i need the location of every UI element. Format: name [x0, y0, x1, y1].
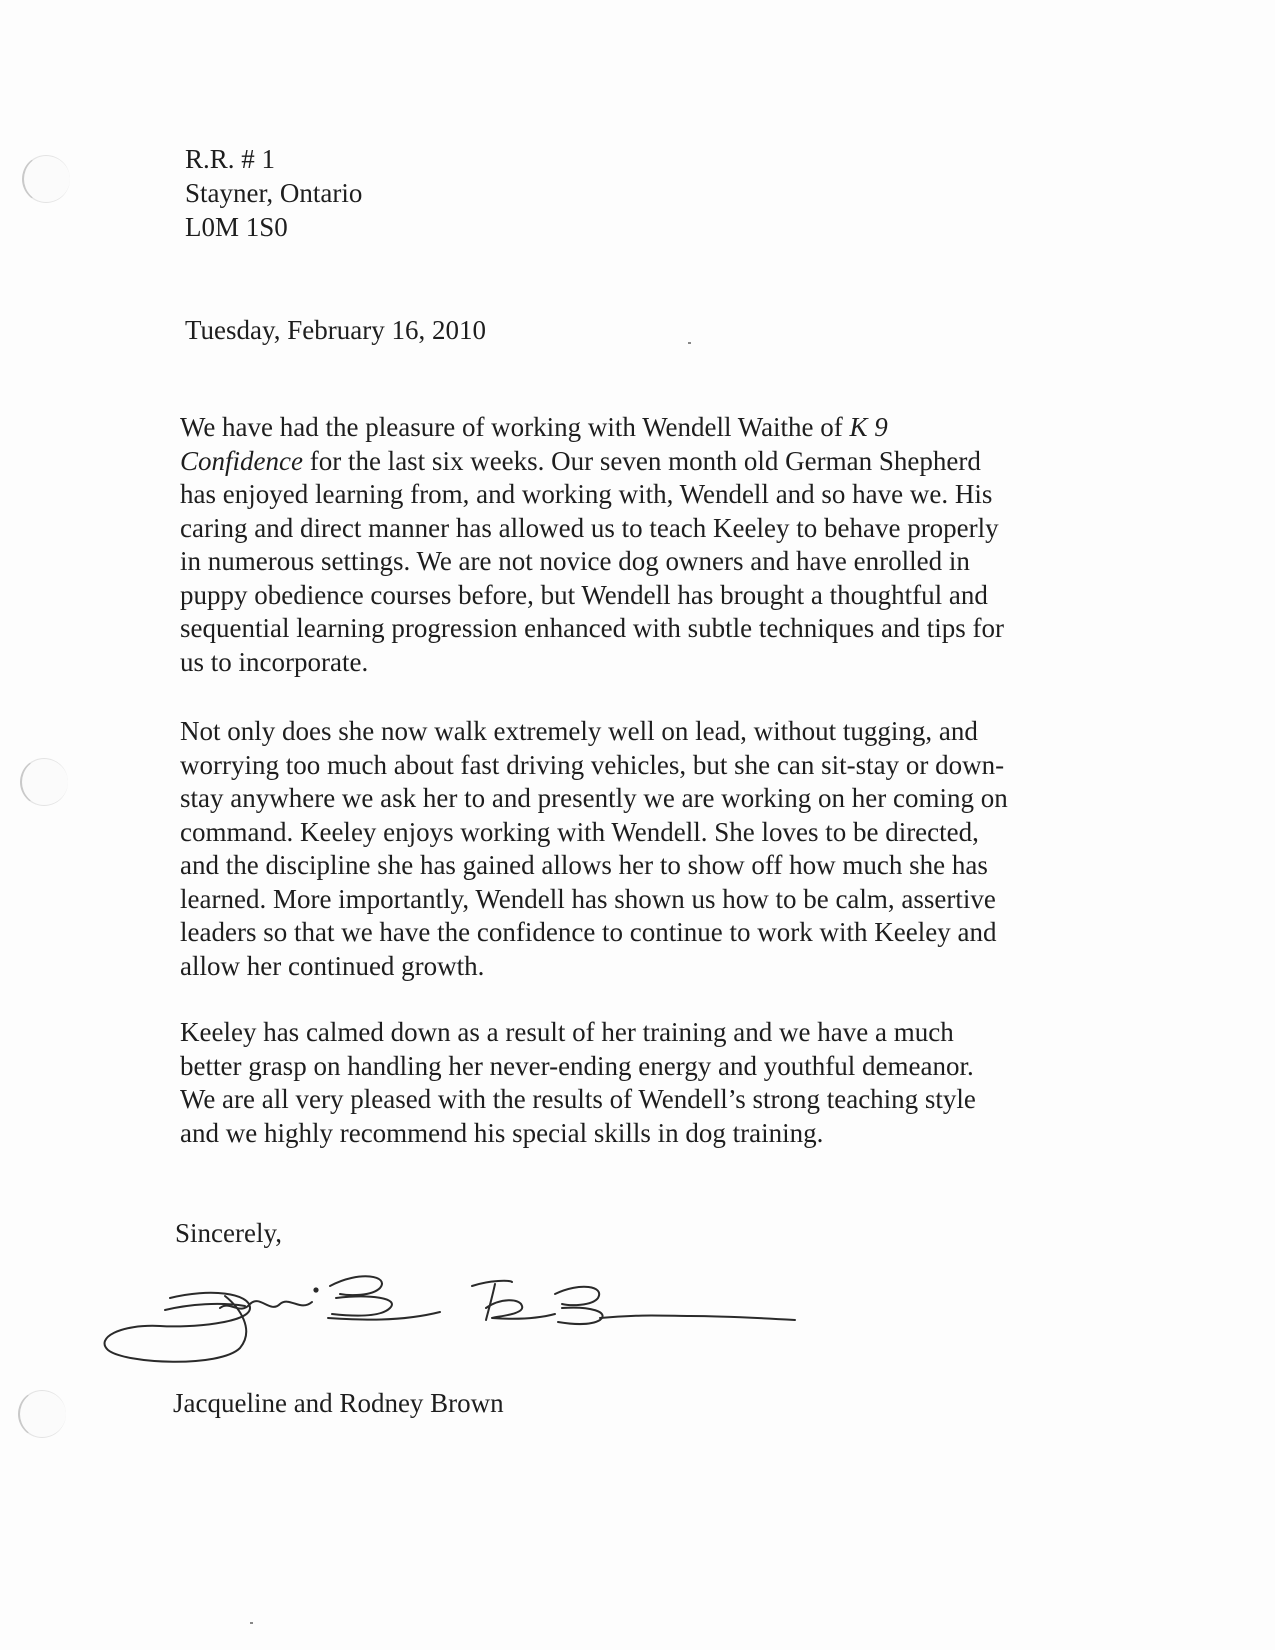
paragraph-1-line-3: has enjoyed learning from, and working with, Wendell and so have we. His [180, 479, 993, 509]
paragraph-2-line-6: learned. More importantly, Wendell has shown us how to be calm, assertive [180, 883, 996, 914]
letter-date: Tuesday, February 16, 2010 [185, 315, 486, 345]
closing: Sincerely, [175, 1218, 282, 1248]
paragraph-3-line-2: better grasp on handling her never-ending energy and youthful demeanor. [180, 1050, 974, 1081]
company-name-italic: K 9 [849, 412, 888, 442]
paragraph-1-line-7: sequential learning progression enhanced with subtle techniques and tips for [180, 613, 1005, 643]
address-line-3: L0M 1S0 [185, 212, 288, 242]
punch-hole-middle [20, 758, 68, 806]
paragraph-1-line-5: in numerous settings. We are not novice dog owners and have enrolled in [180, 546, 970, 576]
paragraph-1-line-1 [180, 411, 1085, 445]
punch-hole-top [22, 155, 70, 203]
sender-address [185, 142, 362, 244]
text-segment: for the last six weeks. Our seven month old German Shepherd [302, 445, 981, 476]
address-line-1: R.R. # 1 [185, 144, 276, 174]
body-paragraph-1 [180, 411, 1085, 679]
paragraph-1-line-4: caring and direct manner has allowed us to teach Keeley to behave properly [180, 512, 999, 543]
paragraph-2-line-8: allow her continued growth. [180, 950, 485, 981]
paragraph-2-line-3: stay anywhere we ask her to and presently we are working on her coming on [180, 783, 1008, 813]
signer-name: Jacqueline and Rodney Brown [173, 1388, 504, 1418]
body-paragraph-2 [180, 715, 1085, 983]
paragraph-3-line-4: and we highly recommend his special skills in dog training. [180, 1117, 824, 1148]
text-segment: We have had the pleasure of working with Wendell Waithe of [180, 412, 850, 442]
paragraph-1-line-8: us to incorporate. [180, 646, 369, 677]
punch-hole-bottom [18, 1390, 66, 1438]
scan-speck [688, 342, 691, 344]
paragraph-2-line-5: and the discipline she has gained allows her to show off how much she has [180, 850, 988, 880]
paragraph-2-line-2: worrying too much about fast driving vehicles, but she can sit-stay or down- [180, 749, 1005, 780]
paragraph-2-line-7: leaders so that we have the confidence to continue to work with Keeley and [180, 917, 997, 947]
paragraph-3-line-1: Keeley has calmed down as a result of her training and we have a much [180, 1017, 954, 1047]
paragraph-2-line-4: command. Keeley enjoys working with Wendell. She loves to be directed, [180, 816, 979, 847]
company-name-italic: Confidence [180, 445, 303, 476]
paragraph-1-line-2 [180, 445, 1085, 479]
handwritten-signature [100, 1268, 800, 1378]
scan-speck [250, 1622, 253, 1624]
address-line-2: Stayner, Ontario [185, 178, 363, 208]
paragraph-2-line-1: Not only does she now walk extremely well on lead, without tugging, and [180, 716, 978, 746]
body-paragraph-3 [180, 1016, 1085, 1150]
paragraph-3-line-3: We are all very pleased with the results of Wendell’s strong teaching style [180, 1084, 976, 1114]
paragraph-1-line-6: puppy obedience courses before, but Wendell has brought a thoughtful and [180, 579, 988, 610]
